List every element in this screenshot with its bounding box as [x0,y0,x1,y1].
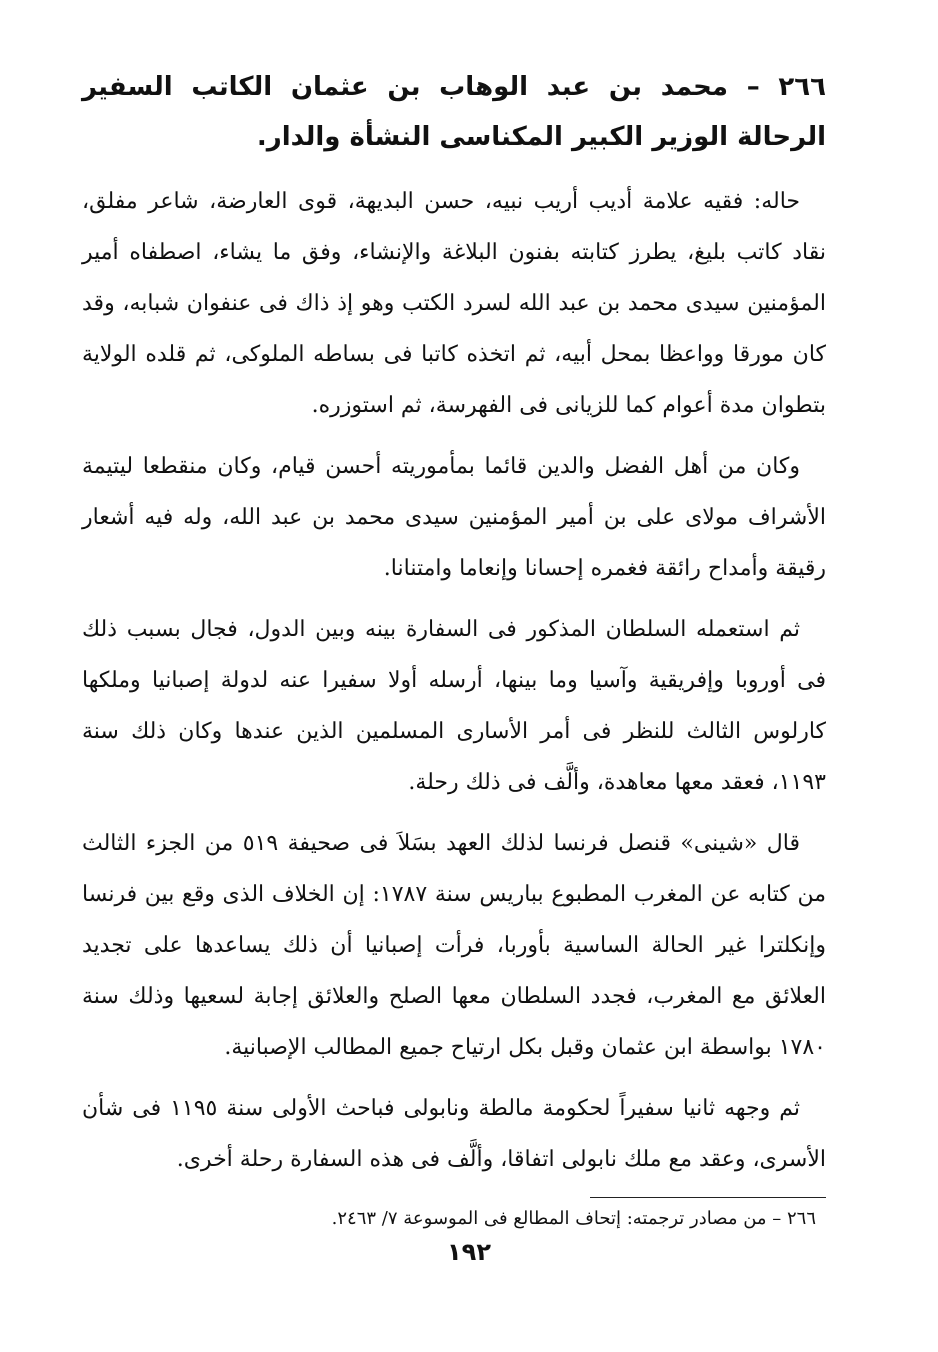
footnote-divider [590,1197,826,1198]
paragraph-4: قال «شينى» قنصل فرنسا لذلك العهد بسَلاَ فى صحيفة ٥١٩ من الجزء الثالث من كتابه عن المغرب المطبوع بباريس سنة ١٧٨٧: إن الخلاف الذى وقع بين فرنسا وإنكلترا غير الحالة الساسية بأوربا، فرأت إصبانيا أن ذلك يساعدها على تجديد العلائق مع المغرب، فجدد السلطان معها الصلح والعلائق إجابة لسعيها وذلك سنة ١٧٨٠ بواسطة ابن عثمان وقبل بكل ارتياح جميع المطالب الإصبانية. [82,831,826,1060]
paragraph-3: ثم استعمله السلطان المذكور فى السفارة بينه وبين الدول، فجال بسبب ذلك فى أوروبا وإفريقية وآسيا وما بينها، أرسله أولا سفيرا عنه لدولة إصبانيا وملكها كارلوس الثالث للنظر فى أمر الأسارى المسلمين الذين عندها وكان ذلك سنة ١١٩٣، فعقد معها معاهدة، وألَّف فى ذلك رحلة. [82,617,826,795]
entry-heading: ٢٦٦ – محمد بن عبد الوهاب بن عثمان الكاتب السفير الرحالة الوزير الكبير المكناسى النشأة والدار. [82,72,826,152]
paragraph-2: وكان من أهل الفضل والدين قائما بمأموريته أحسن قيام، وكان منقطعا ليتيمة الأشراف مولاى على بن أمير المؤمنين سيدى محمد بن عبد الله، وله فيه أشعار رقيقة وأمداح رائقة فغمره إحسانا وإنعاما وامتنانا. [82,454,826,581]
page-number: ١٩٢ [447,1238,491,1266]
paragraph-5: ثم وجهه ثانيا سفيراً لحكومة مالطة ونابولى فباحث الأولى سنة ١١٩٥ فى شأن الأسرى، وعقد مع ملك نابولى اتفاقا، وألَّف فى هذه السفارة رحلة أخرى. [82,1096,826,1172]
footnote: ٢٦٦ – من مصادر ترجمته: إتحاف المطالع فى الموسوعة ٧/ ٢٤٦٣. [331,1208,816,1229]
paragraph-1: حاله: فقيه علامة أديب أريب نبيه، حسن البديهة، قوى العارضة، شاعر مفلق، نقاد كاتب بليغ، يطرز كتابته بفنون البلاغة والإنشاء، وفق ما يشاء، اصطفاه أمير المؤمنين سيدى محمد بن عبد الله لسرد الكتب وهو إذ ذاك فى عنفوان شبابه، وقد كان مورقا وواعظا بمحل أبيه، ثم اتخذه كاتبا فى بساطه الملوكى، ثم قلده الولاية بتطوان مدة أعوام كما للزيانى فى الفهرسة، ثم استوزره. [82,189,826,418]
page-content [82,62,826,1234]
